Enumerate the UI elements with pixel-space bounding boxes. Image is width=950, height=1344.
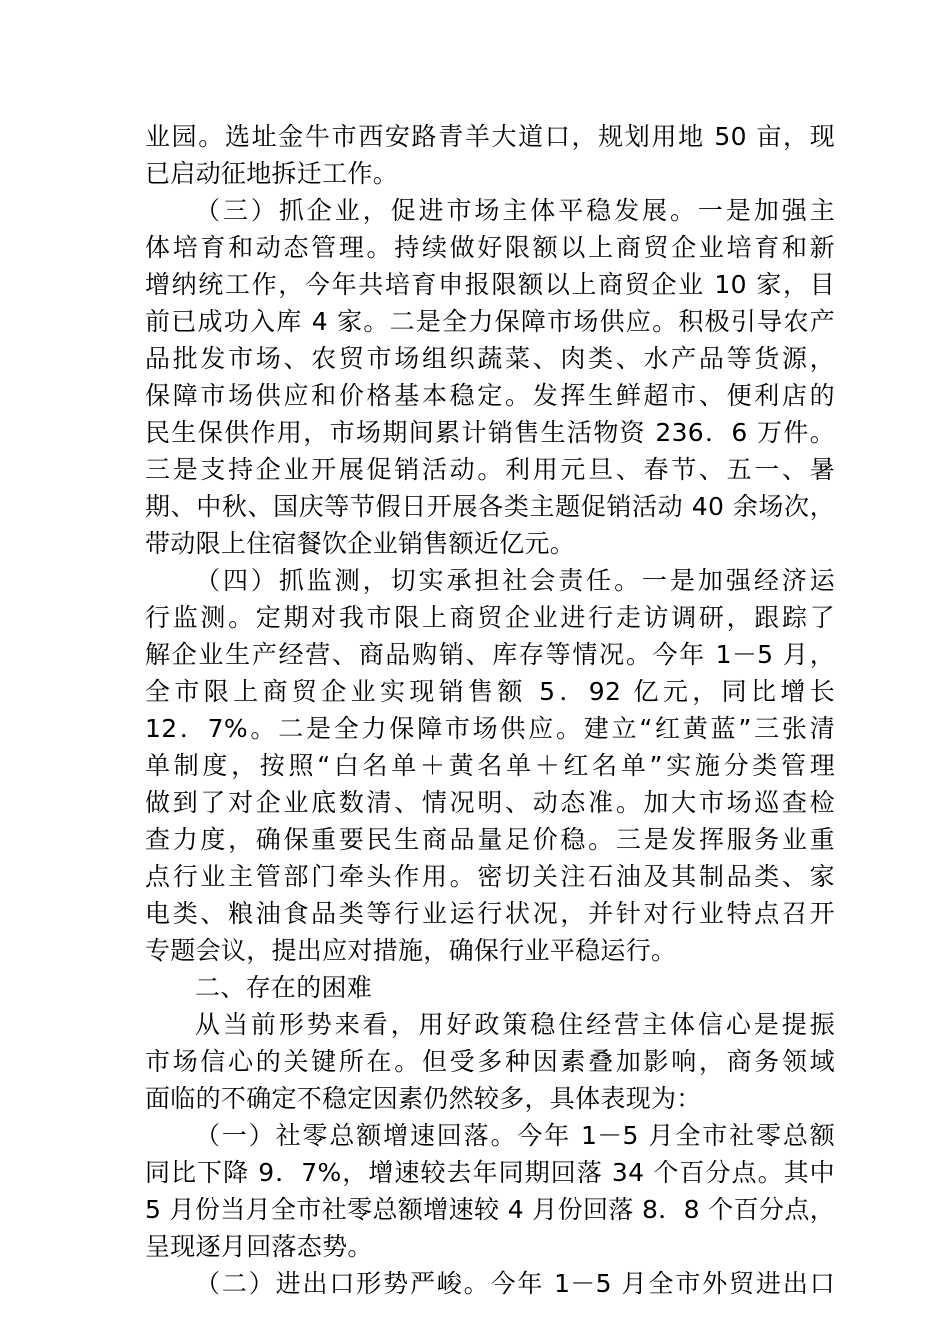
text-line: 从当前形势来看，用好政策稳住经营主体信心是提振 [195,1010,835,1039]
text-line: 保障市场供应和价格基本稳定。发挥生鲜超市、便利店的 [145,381,835,410]
text-line: 体培育和动态管理。持续做好限额以上商贸企业培育和新 [145,233,835,262]
text-line: 专题会议，提出应对措施，确保行业平稳运行。 [145,936,677,965]
text-line: 点行业主管部门牵头作用。密切关注石油及其制品类、家 [145,862,835,891]
text-line: 已启动征地拆迁工作。 [145,159,399,188]
text-line: 三是支持企业开展促销活动。利用元旦、春节、五一、暑 [145,455,835,484]
section-heading-difficulty-2: （二）进出口形势严峻。今年 1－5 月全市外贸进出口 [195,1269,835,1298]
text-line: 呈现逐月回落态势。 [145,1232,373,1261]
text-line: 增纳统工作，今年共培育申报限额以上商贸企业 10 家，目 [145,270,835,299]
text-line: 行监测。定期对我市限上商贸企业进行走访调研，跟踪了 [145,603,835,632]
text-line: 业园。选址金牛市西安路青羊大道口，规划用地 50 亩，现 [145,122,835,151]
body-text [145,118,835,1302]
text-line: 市场信心的关键所在。但受多种因素叠加影响，商务领域 [145,1047,835,1076]
text-line: 同比下降 9．7%，增速较去年同期回落 34 个百分点。其中 [145,1158,835,1187]
text-line: 期、中秋、国庆等节假日开展各类主题促销活动 40 余场次， [145,492,835,521]
text-line: 民生保供作用，市场期间累计销售生活物资 236．6 万件。 [145,418,835,447]
text-line: 品批发市场、农贸市场组织蔬菜、肉类、水产品等货源， [145,344,835,373]
text-line: 12．7%。二是全力保障市场供应。建立“红黄蓝”三张清 [145,714,835,743]
text-line: 电类、粮油食品类等行业运行状况，并针对行业特点召开 [145,899,835,928]
text-line: 5 月份当月全市社零总额增速较 4 月份回落 8．8 个百分点， [145,1195,835,1224]
text-line: 面临的不确定不稳定因素仍然较多，具体表现为： [145,1084,702,1113]
section-heading-3: （三）抓企业，促进市场主体平稳发展。一是加强主 [195,196,835,225]
section-heading-4: （四）抓监测，切实承担社会责任。一是加强经济运 [195,566,835,595]
text-line: 单制度，按照“白名单＋黄名单＋红名单”实施分类管理 [145,751,835,780]
text-line: 带动限上住宿餐饮企业销售额近亿元。 [145,529,576,558]
text-line: 解企业生产经营、商品购销、库存等情况。今年 1－5 月， [145,640,835,669]
text-line: 前已成功入库 4 家。二是全力保障市场供应。积极引导农产 [145,307,835,336]
text-line: 做到了对企业底数清、情况明、动态准。加大市场巡查检 [145,788,835,817]
section-heading-difficulty-1: （一）社零总额增速回落。今年 1－5 月全市社零总额 [195,1121,835,1150]
text-line: 查力度，确保重要民生商品量足价稳。三是发挥服务业重 [145,825,835,854]
chapter-heading: 二、存在的困难 [195,973,373,1002]
text-line: 全市限上商贸企业实现销售额 5．92 亿元，同比增长 [145,677,835,706]
